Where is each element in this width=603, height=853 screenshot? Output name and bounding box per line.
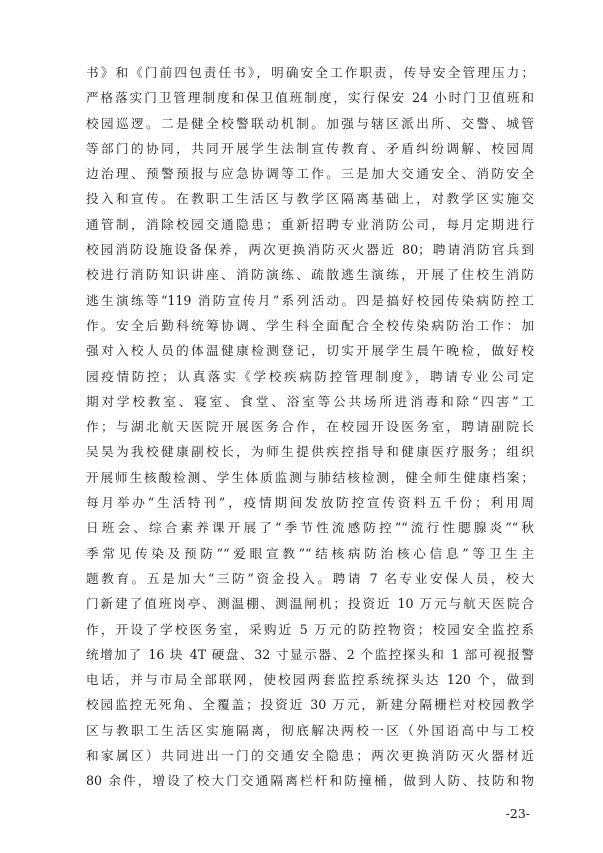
text-line: 统增加了 16 块 4T 硬盘、32 寸显示器、2 个监控探头和 1 部可视报警 (86, 646, 534, 662)
text-line: 校进行消防知识讲座、消防演练、疏散逃生演练，开展了住校生消防 (86, 267, 534, 283)
text-line: 通管制，消除校园交通隐患；重新招聘专业消防公司，每月定期进行 (86, 216, 534, 232)
text-line: 门新建了值班岗亭、测温棚、测温闸机；投资近 10 万元与航天医院合 (86, 596, 534, 612)
text-line: 开展师生核酸检测、学生体质监测与肺结核检测，健全师生健康档案； (86, 469, 534, 485)
text-line: 边治理、预警预报与应急协调等工作。三是加大交通安全、消防安全 (86, 166, 534, 182)
text-line: 强对入校人员的体温健康检测登记，切实开展学生晨午晚检，做好校 (86, 343, 534, 359)
text-line: 区与教职工生活区实施隔离，彻底解决两校一区（外国语高中与工校 (86, 722, 534, 738)
text-line: 80 余件，增设了校大门交通隔离栏杆和防撞桶，做到人防、技防和物 (86, 773, 534, 789)
text-line: 作；与湖北航天医院开展医务合作，在校园开设医务室，聘请副院长 (86, 419, 534, 435)
text-line: 作，开设了学校医务室，采购近 5 万元的防控物资；校园安全监控系 (86, 621, 534, 637)
text-line: 逃生演练等“119 消防宣传月”系列活动。四是搞好校园传染病防控工 (86, 292, 534, 308)
text-line: 季常见传染及预防”“爱眼宣教”“结核病防治核心信息”等卫生主 (86, 545, 534, 561)
text-line: 校园消防设施设备保养，两次更换消防灭火器近 80；聘请消防官兵到 (86, 242, 534, 258)
text-line: 等部门的协同，共同开展学生法制宣传教育、矛盾纠纷调解、校园周 (86, 140, 534, 156)
text-line: 和家属区）共同进出一门的交通安全隐患；两次更换消防灭火器材近 (86, 748, 534, 764)
text-line: 书》和《门前四包责任书》，明确安全工作职责，传导安全管理压力； (86, 65, 534, 80)
text-line: 投入和宣传。在教职工生活区与教学区隔离基础上，对教学区实施交 (86, 191, 534, 207)
text-line: 日班会、综合素养课开展了“季节性流感防控”“流行性腮腺炎”“秋 (86, 520, 534, 536)
body-text (86, 60, 534, 794)
text-line: 作。安全后勤科统筹协调、学生科全面配合全校传染病防治工作：加 (86, 317, 534, 333)
text-line: 严格落实门卫管理制度和保卫值班制度，实行保安 24 小时门卫值班和 (86, 90, 534, 106)
text-line: 吴昊为我校健康副校长，为师生提供疾控指导和健康医疗服务；组织 (86, 444, 534, 460)
text-line: 题教育。五是加大“三防”资金投入。聘请 7 名专业安保人员，校大 (86, 570, 534, 586)
text-line: 园疫情防控；认真落实《学校疾病防控管理制度》，聘请专业公司定 (86, 368, 534, 384)
text-line: 校园巡逻。二是健全校警联动机制。加强与辖区派出所、交警、城管 (86, 115, 534, 131)
text-line: 期对学校教室、寝室、食堂、浴室等公共场所进消毒和除“四害”工 (86, 393, 534, 409)
page-number: -23- (505, 806, 530, 821)
text-line: 每月举办“生活特刊”，疫情期间发放防控宣传资料五千份；利用周 (86, 495, 534, 511)
text-line: 电话，并与市局全部联网，使校园两套监控系统探头达 120 个，做到 (86, 672, 534, 688)
text-line: 校园监控无死角、全覆盖；投资近 30 万元，新建分隔栅栏对校园教学 (86, 697, 534, 713)
